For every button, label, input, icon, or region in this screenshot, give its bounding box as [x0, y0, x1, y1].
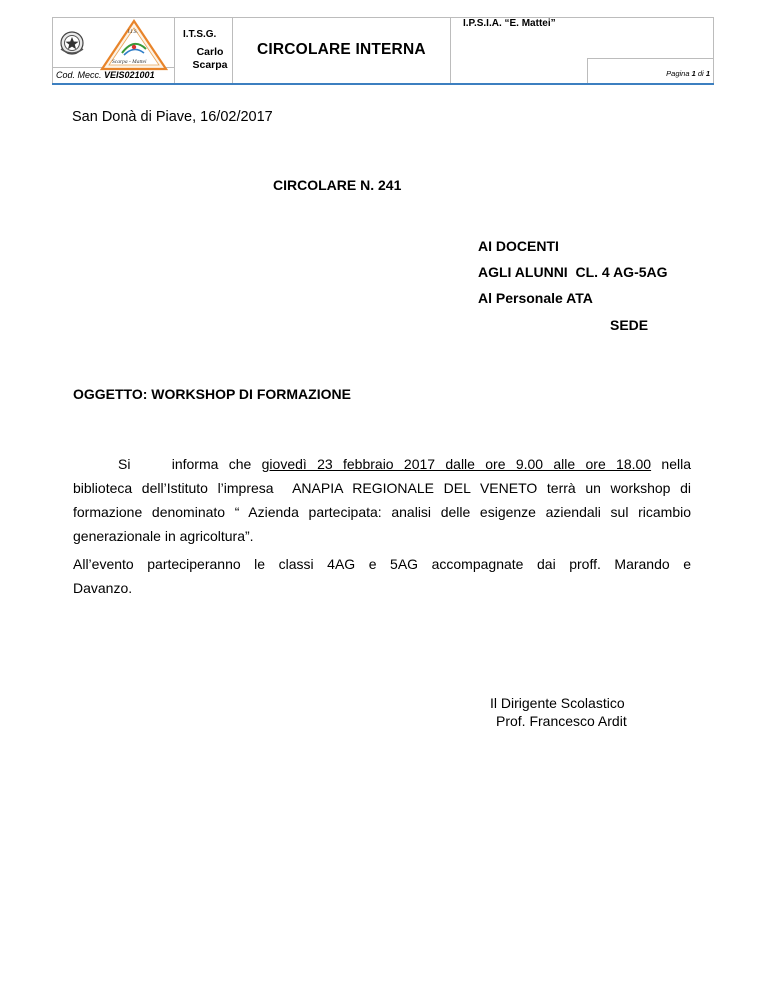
signature-name: Prof. Francesco Ardit — [496, 713, 627, 729]
cod-mecc-label: Cod. Mecc. — [56, 70, 102, 80]
header-page-box-left — [587, 58, 588, 84]
recipient-docenti: AI DOCENTI — [478, 238, 559, 254]
participants-line-1: All’evento parteciperanno le classi 4AG e 5AG accompagnate dai proff. Marando e — [73, 556, 691, 572]
logo-text-bottom: Scarpa - Mattei — [112, 59, 147, 65]
school-abbreviation: I.T.S.G. — [183, 29, 217, 40]
paragraph-line-3: formazione denominato “ Azienda partecipata: analisi delle esigenze aziendali sul ricambio — [73, 504, 691, 520]
page-label: Pagina — [666, 69, 690, 78]
header-top-border — [52, 17, 714, 18]
institute-name: I.P.S.I.A. “E. Mattei” — [463, 18, 556, 29]
header-right-border — [713, 17, 714, 84]
p1-informa: informa che — [171, 456, 252, 472]
recipient-alunni: AGLI ALUNNI CL. 4 AG-5AG — [478, 264, 668, 280]
page-counter — [666, 69, 710, 78]
header-page-box-top — [587, 58, 714, 59]
page-current: 1 — [691, 69, 696, 78]
event-date-time: giovedì 23 febbraio 2017 dalle ore 9.00 alle ore 18.00 — [261, 456, 652, 472]
paragraph-line-2: biblioteca dell’Istituto l’impresa ANAPIA REGIONALE DEL VENETO terrà un workshop di — [73, 480, 691, 496]
logo-text-top: I.I.S. — [128, 30, 138, 35]
cod-mecc — [56, 70, 155, 80]
paragraph-line-4: generazionale in agricoltura”. — [73, 528, 254, 544]
signature-block — [490, 694, 627, 730]
header-left-border — [52, 17, 53, 84]
announcement-paragraph — [73, 452, 691, 548]
recipient-sede: SEDE — [610, 317, 649, 333]
signature-role: Il Dirigente Scolastico — [490, 695, 625, 711]
cod-mecc-value: VEIS021001 — [104, 70, 155, 80]
p1-nella: nella — [661, 456, 692, 472]
school-name — [190, 46, 230, 72]
paragraph-line-1 — [73, 452, 691, 476]
school-name-line-1: Carlo — [196, 46, 224, 58]
header-divider-3 — [450, 17, 451, 84]
recipient-personale-ata: Al Personale ATA — [478, 290, 593, 306]
republic-emblem-icon — [58, 30, 86, 56]
document-type-title: CIRCOLARE INTERNA — [257, 41, 426, 58]
school-name-line-2: Scarpa — [192, 59, 228, 71]
p1-si: Si — [118, 456, 131, 472]
header-blue-rule — [52, 83, 714, 85]
page-total: 1 — [705, 69, 710, 78]
participants-line-2: Davanzo. — [73, 580, 133, 596]
page-of: di — [697, 69, 704, 78]
header-divider-1 — [174, 17, 175, 84]
circular-number: CIRCOLARE N. 241 — [273, 177, 402, 193]
subject-line: OGGETTO: WORKSHOP DI FORMAZIONE — [73, 386, 351, 402]
place-and-date: San Donà di Piave, 16/02/2017 — [72, 109, 273, 125]
participants-paragraph — [73, 552, 691, 600]
header-divider-2 — [232, 17, 233, 84]
